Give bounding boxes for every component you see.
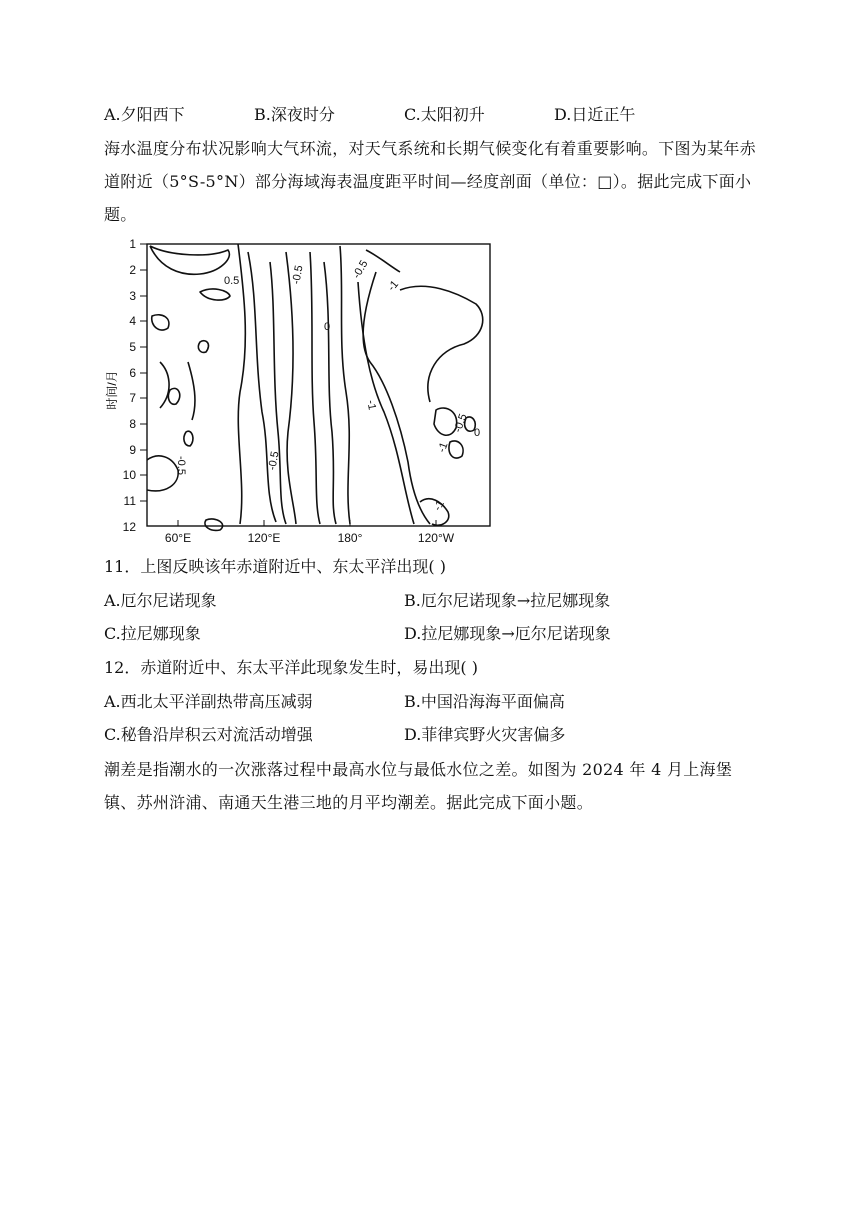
x-tick-180: 180° <box>337 531 363 545</box>
y-tick-10: 10 <box>122 468 136 482</box>
q11-option-d[interactable]: D.拉尼娜现象→厄尔尼诺现象 <box>404 624 611 643</box>
contour-label: -0.5 <box>451 412 470 435</box>
y-tick-2: 2 <box>129 263 136 277</box>
contour-label: 0 <box>474 427 481 439</box>
y-tick-5: 5 <box>129 340 136 354</box>
y-tick-1: 1 <box>129 237 136 251</box>
q10-option-c[interactable]: C.太阳初升 <box>404 105 485 124</box>
contour-label: 0 <box>324 321 331 333</box>
sst-anomaly-figure <box>100 232 500 556</box>
contour-label: 0.5 <box>224 275 240 287</box>
y-tick-9: 9 <box>129 443 136 457</box>
y-tick-12: 12 <box>122 520 136 534</box>
y-tick-6: 6 <box>129 366 136 380</box>
q11-option-b[interactable]: B.厄尔尼诺现象→拉尼娜现象 <box>404 591 611 610</box>
y-tick-4: 4 <box>129 314 136 328</box>
q11-option-a[interactable]: A.厄尔尼诺现象 <box>104 591 217 610</box>
contour-label: -0.5 <box>175 456 187 475</box>
contour-label: -1 <box>364 399 378 411</box>
contour-label: -1 <box>435 440 451 455</box>
q10-option-b[interactable]: B.深夜时分 <box>254 105 335 124</box>
q11-stem: 11．上图反映该年赤道附近中、东太平洋出现( ) <box>104 557 446 576</box>
y-tick-8: 8 <box>129 417 136 431</box>
q11-option-c[interactable]: C.拉尼娜现象 <box>104 624 201 643</box>
contour-label: -0.5 <box>266 450 282 472</box>
q12-stem: 12．赤道附近中、东太平洋此现象发生时，易出现( ) <box>104 658 478 677</box>
x-tick-120e: 120°E <box>247 531 281 545</box>
intro-paragraph-sst: 海水温度分布状况影响大气环流，对天气系统和长期气候变化有着重要影响。下图为某年赤道附近（5°S-5°N）部分海域海表温度距平时间—经度剖面（单位：□）。据此完成下面小题。 <box>104 139 757 224</box>
x-tick-120w: 120°W <box>417 531 455 545</box>
x-tick-60e: 60°E <box>164 531 192 545</box>
y-tick-7: 7 <box>129 391 136 405</box>
contour-label: -0.5 <box>350 258 371 281</box>
q12-option-b[interactable]: B.中国沿海海平面偏高 <box>404 692 565 711</box>
y-tick-11: 11 <box>123 494 136 508</box>
figure-ylabel: 时间/月 <box>105 370 119 410</box>
y-tick-3: 3 <box>129 289 136 303</box>
contour-label: -0.5 <box>290 264 306 286</box>
q10-option-a[interactable]: A.夕阳西下 <box>104 105 185 124</box>
contour-label: -1 <box>431 498 447 513</box>
q10-option-d[interactable]: D.日近正午 <box>554 105 636 124</box>
q12-option-d[interactable]: D.菲律宾野火灾害偏多 <box>404 725 566 744</box>
q12-option-a[interactable]: A.西北太平洋副热带高压减弱 <box>104 692 313 711</box>
q12-option-c[interactable]: C.秘鲁沿岸积云对流活动增强 <box>104 725 313 744</box>
contour-label: -1 <box>385 278 402 294</box>
intro-paragraph-tidal: 潮差是指潮水的一次涨落过程中最高水位与最低水位之差。如图为 2024 年 4 月上海堡镇、苏州浒浦、南通天生港三地的月平均潮差。据此完成下面小题。 <box>104 760 733 812</box>
